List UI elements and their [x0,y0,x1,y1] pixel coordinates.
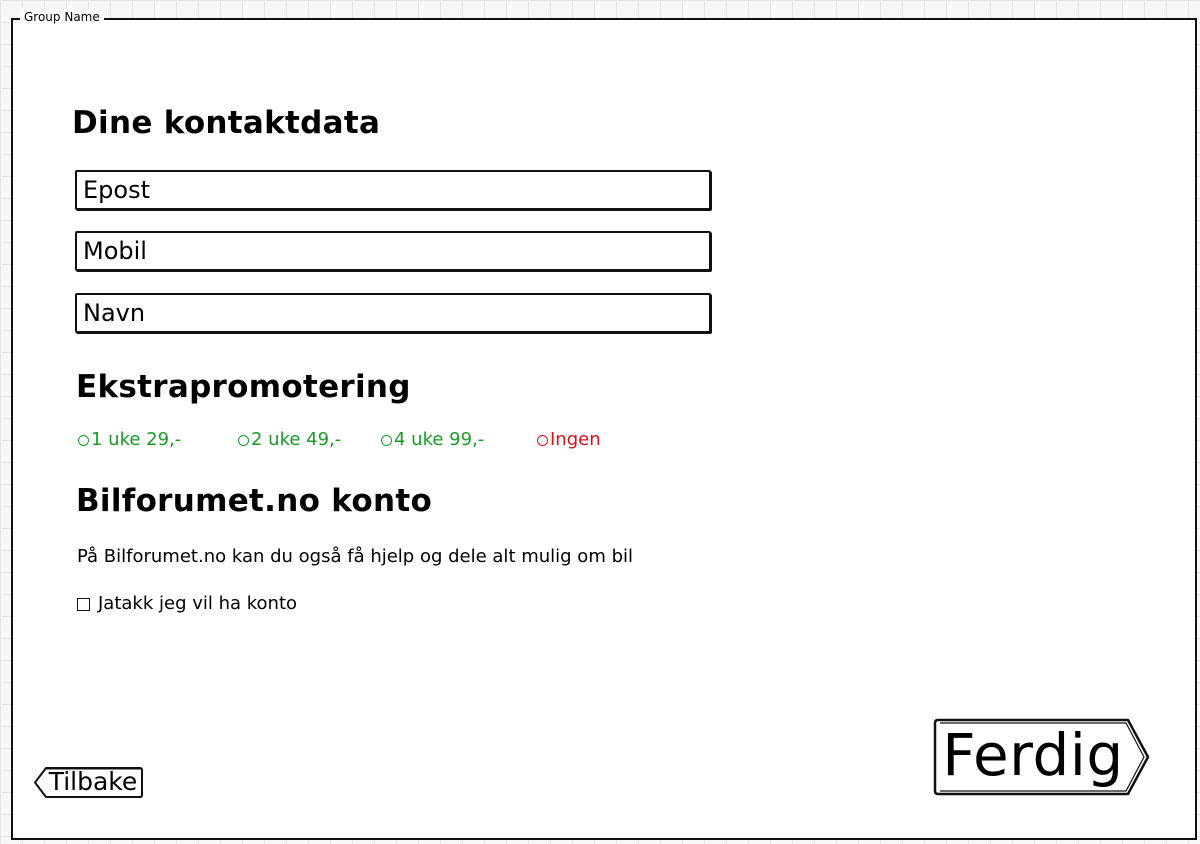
group-frame [11,18,1197,840]
back-button[interactable] [33,766,143,799]
email-field[interactable] [75,170,711,210]
account-checkbox-label: Jatakk jeg vil ha konto [98,593,298,614]
done-button[interactable] [932,718,1150,796]
promo-option-none[interactable] [537,428,601,452]
radio-button[interactable] [537,435,548,446]
name-field[interactable] [75,293,711,333]
promo-option-2-weeks[interactable] [238,428,341,452]
account-checkbox[interactable] [77,598,90,611]
promo-option-label: 4 uke 99,- [394,429,485,450]
radio-button[interactable] [78,435,89,446]
mobile-field[interactable] [75,231,711,271]
radio-button[interactable] [381,435,392,446]
account-info-text: På Bilforumet.no kan du også få hjelp og dele alt mulig om bil [77,546,634,567]
promotion-heading: Ekstrapromotering [76,369,411,405]
group-name-label: Group Name [20,9,104,25]
account-heading: Bilforumet.no konto [76,483,433,519]
promo-option-4-weeks[interactable] [381,428,484,452]
done-button-label: Ferdig [942,721,1124,789]
account-checkbox-row[interactable] [77,592,297,616]
promo-option-label: 2 uke 49,- [251,429,342,450]
promo-option-label: Ingen [550,429,601,450]
promo-option-label: 1 uke 29,- [91,429,182,450]
contact-heading: Dine kontaktdata [72,105,381,141]
back-button-label: Tilbake [48,767,138,796]
promo-option-1-week[interactable] [78,428,181,452]
radio-button[interactable] [238,435,249,446]
